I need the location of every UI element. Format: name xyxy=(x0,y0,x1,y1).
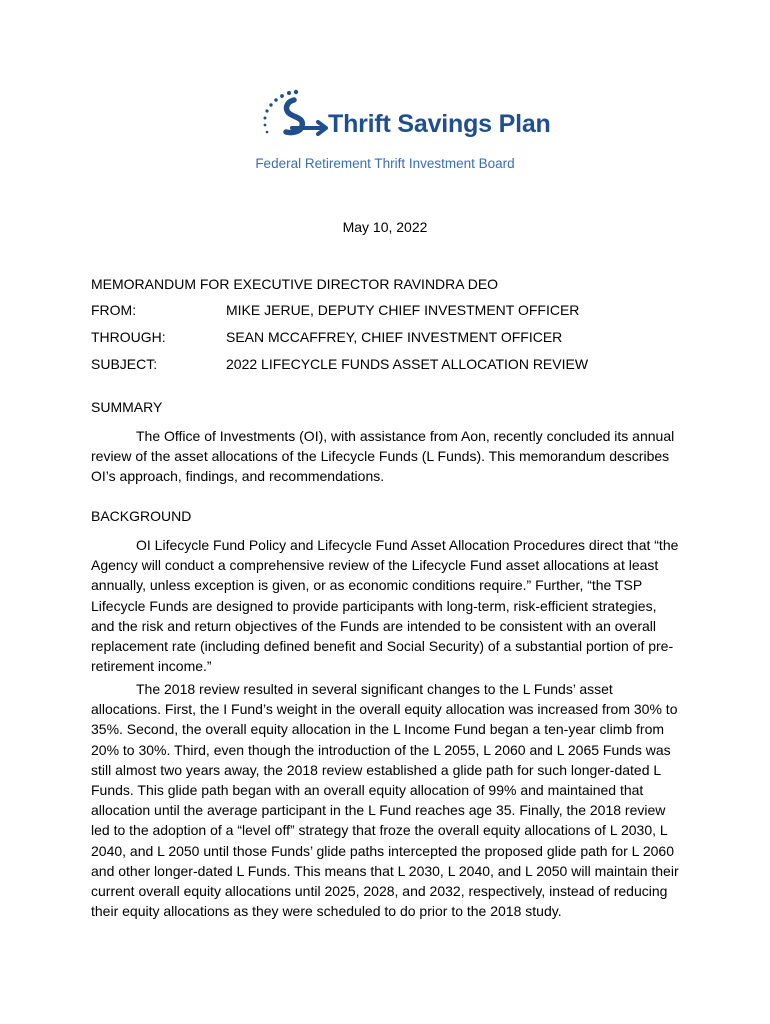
logo-text: Thrift Savings Plan xyxy=(328,110,551,138)
subject-label: SUBJECT: xyxy=(91,356,158,372)
through-value: SEAN MCCAFFREY, CHIEF INVESTMENT OFFICER xyxy=(226,329,563,345)
subject-value: 2022 LIFECYCLE FUNDS ASSET ALLOCATION REVIEW xyxy=(226,356,589,372)
agency-name: Federal Retirement Thrift Investment Board xyxy=(255,156,515,171)
memo-recipient: MEMORANDUM FOR EXECUTIVE DIRECTOR RAVINDRA DEO xyxy=(91,276,499,292)
summary-heading: SUMMARY xyxy=(91,399,163,415)
background-paragraph-1: OI Lifecycle Fund Policy and Lifecycle Fund Asset Allocation Procedures direct that “the Agency will conduct a comprehensive review of the Lifecycle Fund asset allocations at least annually, unless exception is given, or as economic conditions require.” Further, “the TSP Lifecycle Funds are designed to provide participants with long-term, risk-efficient strategies, and the risk and return objectives of the Funds are intended to be consistent with an overall replacement rate (including defined benefit and Social Security) of a substantial portion of pre-retirement income.” xyxy=(91,537,679,675)
through-label: THROUGH: xyxy=(91,329,166,345)
summary-paragraph: The Office of Investments (OI), with assistance from Aon, recently concluded its annual review of the asset allocations of the Lifecycle Funds (L Funds). This memorandum describes OI’s approach, findings, and recommendations. xyxy=(91,428,675,485)
tsp-logo-icon xyxy=(256,88,328,150)
background-paragraph-2: The 2018 review resulted in several significant changes to the L Funds’ asset allocations. First, the I Fund’s weight in the overall equity allocation was increased from 30% to 35%. Second, the overall equity allocation in the L Income Fund began a ten-year climb from 20% to 30%. Third, even though the introduction of the L 2055, L 2060 and L 2065 Funds was still almost two years away, the 2018 review established a glide path for such longer-dated L Funds. This glide path began with an overall equity allocation of 99% and maintained that allocation until the average participant in the L Fund reaches age 35. Finally, the 2018 review led to the adoption of a “level off” strategy that froze the overall equity allocations of L 2030, L 2040, and L 2050 until those Funds’ glide paths intercepted the proposed glide path for L 2060 and other longer-dated L Funds. This means that L 2030, L 2040, and L 2050 will maintain their current overall equity allocations until 2025, 2028, and 2032, respectively, instead of reducing their equity allocations as they were scheduled to do prior to the 2018 study. xyxy=(91,681,679,920)
memo-date: May 10, 2022 xyxy=(342,219,428,235)
from-value: MIKE JERUE, DEPUTY CHIEF INVESTMENT OFFICER xyxy=(226,302,580,318)
background-heading: BACKGROUND xyxy=(91,508,192,524)
tsp-logo xyxy=(256,88,556,150)
from-label: FROM: xyxy=(91,302,137,318)
